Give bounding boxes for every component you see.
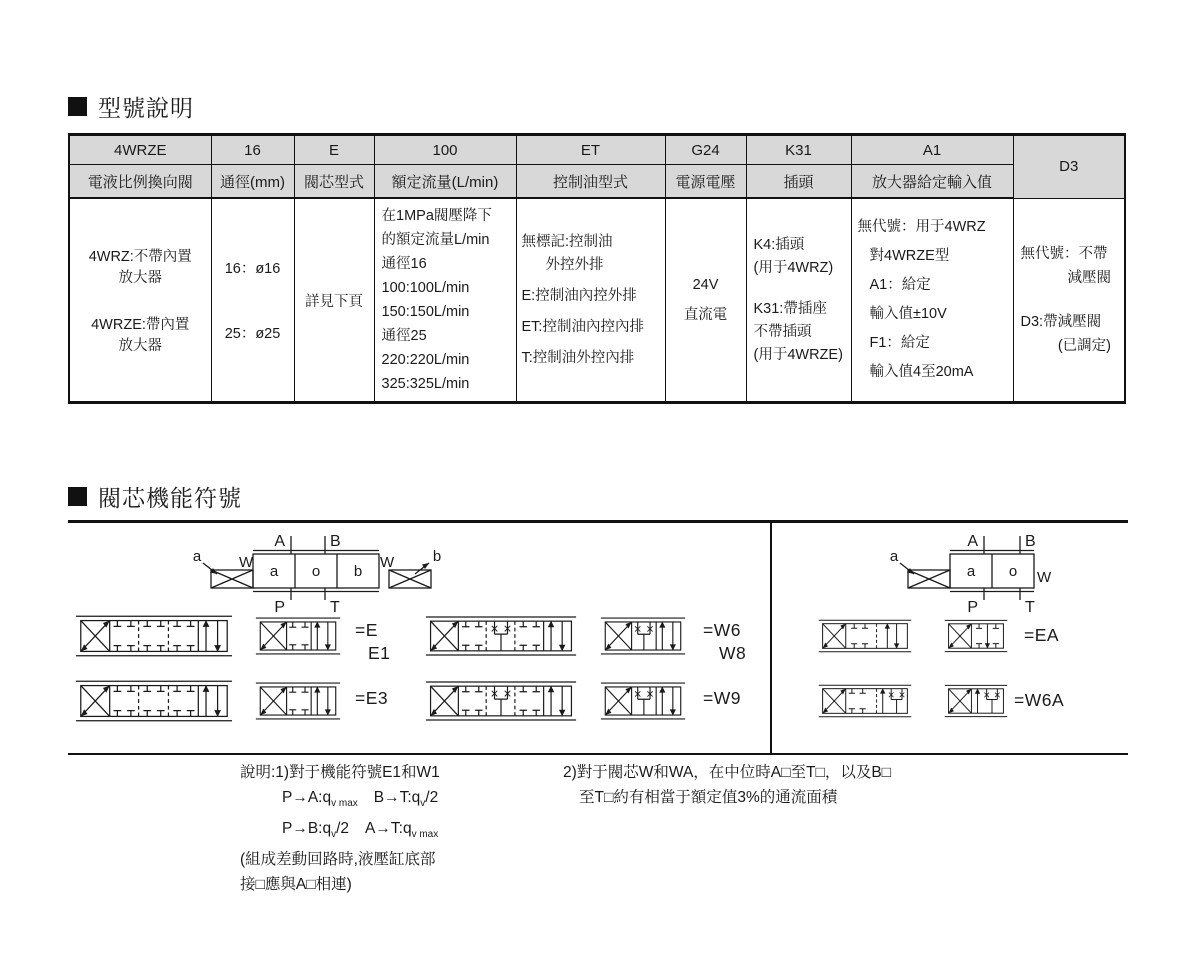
cell-size	[211, 198, 294, 403]
spring-label-right: W	[1037, 569, 1052, 586]
cell-pilot-oil	[516, 198, 665, 403]
port-label-p: P	[274, 599, 285, 614]
text-line: 4WRZE:帶內置	[91, 317, 190, 333]
formula-line-2	[240, 816, 570, 847]
code-cell: K31	[746, 135, 851, 165]
formula-part: A→T:q	[365, 820, 412, 838]
note-right	[563, 760, 1033, 810]
symbol-label-e: =E	[355, 620, 378, 640]
symbol-label-w6: =W6	[703, 620, 741, 640]
formula-part: P→B:q	[282, 820, 332, 838]
spool-symbol-w9-wide	[425, 677, 577, 725]
cell-label-b: b	[353, 563, 363, 580]
model-code-table	[68, 133, 1126, 404]
text-line: 2)對于閥芯W和WA，在中位時A□至T□，以及B□	[563, 764, 892, 781]
text-line: 4WRZ:不帶內置	[88, 249, 192, 265]
port-label-t: T	[330, 599, 340, 614]
text-line: 直流電	[683, 306, 728, 323]
section-marker-icon	[68, 97, 87, 116]
section-marker-icon	[68, 487, 87, 506]
formula-sub: v max	[331, 798, 358, 810]
spool-symbol-ea-narrow	[944, 612, 1008, 660]
section2-title-text: 閥芯機能符號	[98, 485, 242, 511]
text-block	[73, 313, 208, 355]
code-cell: E	[294, 135, 374, 165]
port-label-b-top: B	[330, 533, 341, 550]
symbol-label-w8: W8	[719, 643, 747, 663]
text-line: 通徑25	[381, 328, 427, 344]
code-cell: 4WRZE	[69, 135, 211, 165]
code-cell: A1	[851, 135, 1013, 165]
solenoid-label-a: a	[889, 548, 899, 565]
spool-symbol-e-wide	[75, 612, 233, 660]
spool-symbol-w6-wide	[425, 612, 577, 660]
formula-line-1	[240, 785, 570, 816]
cell-amplifier-input	[851, 198, 1013, 403]
spool-symbol-w9-narrow	[600, 677, 686, 725]
spool-symbol-e3-wide	[75, 677, 233, 725]
section1-title-text: 型號說明	[98, 95, 194, 121]
table-row-labels	[69, 165, 1125, 199]
symbol-label-e1: E1	[368, 643, 391, 663]
cell-valve-type	[69, 198, 211, 403]
text-line: D3:帶減壓閥	[1020, 313, 1102, 330]
text-line: 輸入值±10V	[869, 306, 947, 322]
note-left	[240, 760, 570, 897]
cell-label-a: a	[269, 563, 279, 580]
valve-actuator-diagram-left	[175, 530, 447, 614]
formula-part: /2	[425, 789, 439, 806]
cell-flow	[374, 198, 516, 403]
code-cell: G24	[665, 135, 746, 165]
symbol-label-w6a: =W6A	[1014, 690, 1065, 710]
symbol-label-w9: =W9	[703, 688, 741, 708]
code-cell-d3: D3	[1013, 135, 1125, 199]
spool-symbol-w6a-narrow	[944, 677, 1008, 725]
text-block	[73, 245, 208, 287]
formula-part: P→A:q	[282, 789, 332, 806]
text-line: T:控制油外控內排	[521, 349, 635, 366]
text-line: 100:100L/min	[381, 280, 470, 296]
label-cell: 通徑(mm)	[211, 165, 294, 199]
symbols-bottom-rule	[68, 753, 1128, 755]
text-line: 不帶插頭	[753, 323, 812, 340]
spool-symbol-ea-wide	[818, 612, 912, 660]
valve-actuator-diagram-right	[880, 530, 1105, 614]
port-label-a-top: A	[274, 533, 285, 550]
text-line: A1：給定	[869, 277, 931, 293]
code-cell: 100	[374, 135, 516, 165]
vertical-divider	[770, 523, 772, 753]
text-line: (用于4WRZE)	[753, 346, 843, 363]
text-line: (已調定)	[1057, 337, 1111, 354]
cell-spool-type	[294, 198, 374, 403]
text-line: 減壓閥	[1067, 269, 1111, 286]
text-line: 的額定流量L/min	[381, 232, 490, 248]
text-line: 16：ø16	[224, 261, 281, 277]
text-line: 150:150L/min	[381, 304, 470, 320]
port-label-p: P	[967, 599, 978, 614]
text-line: 詳見下頁	[305, 293, 363, 310]
text-line: (用于4WRZ)	[753, 259, 834, 276]
symbol-label-ea: =EA	[1024, 625, 1060, 645]
text-line: 對4WRZE型	[869, 248, 950, 264]
text-line: 通徑16	[381, 256, 427, 272]
text-line: 至T□約有相當于額定值3%的通流面積	[579, 789, 838, 806]
text-line: F1：給定	[869, 335, 930, 351]
symbol-label-e3: =E3	[355, 688, 389, 708]
text-line: E:控制油內控外排	[521, 287, 637, 304]
text-line: 接□應與A□相連)	[240, 876, 352, 894]
spool-symbol-w6-narrow	[600, 612, 686, 660]
port-label-b-top: B	[1025, 533, 1036, 550]
text-line: 放大器	[118, 270, 162, 286]
label-cell: 閥芯型式	[294, 165, 374, 199]
text-line: 外控外排	[545, 256, 604, 273]
section2-rule	[68, 520, 1128, 523]
solenoid-label-b: b	[432, 548, 442, 565]
text-line: 325:325L/min	[381, 376, 470, 392]
cell-label-a: a	[966, 563, 976, 580]
text-line: 24V	[692, 276, 719, 293]
port-label-a-top: A	[967, 533, 978, 550]
text-line: 說明:1)對于機能符號E1和W1	[240, 764, 440, 781]
text-line: K31:帶插座	[753, 300, 827, 317]
spring-label-left: W	[239, 554, 254, 571]
text-line: 放大器	[118, 338, 162, 354]
label-cell: 電源電壓	[665, 165, 746, 199]
section2-title	[68, 480, 242, 513]
text-line: 25：ø25	[224, 326, 281, 342]
label-cell: 控制油型式	[516, 165, 665, 199]
cell-reducer-valve	[1013, 198, 1125, 403]
cell-label-o: o	[1008, 563, 1018, 580]
label-cell: 插頭	[746, 165, 851, 199]
formula-sub: v	[331, 829, 337, 841]
code-cell: 16	[211, 135, 294, 165]
text-line: 220:220L/min	[381, 352, 470, 368]
formula-part: /2	[336, 820, 350, 838]
text-line: 在1MPa閥壓降下	[381, 208, 492, 224]
spool-symbol-e-narrow	[255, 612, 341, 660]
text-line: 輸入值4至20mA	[869, 364, 974, 380]
spring-label-right: W	[380, 554, 395, 571]
formula-sub: v	[420, 798, 426, 810]
cell-plug	[746, 198, 851, 403]
label-cell: 放大器給定輸入值	[851, 165, 1013, 199]
text-line: (組成差動回路時,液壓缸底部	[240, 851, 436, 869]
table-row-body	[69, 198, 1125, 403]
cell-label-o: o	[311, 563, 321, 580]
text-line: 無代號：用于4WRZ	[857, 219, 986, 235]
solenoid-label-a: a	[192, 548, 202, 565]
text-line: 無代號：不帶	[1020, 245, 1108, 262]
formula-sub: v max	[411, 829, 439, 841]
spool-symbol-e3-narrow	[255, 677, 341, 725]
text-line: K4:插頭	[753, 236, 805, 253]
label-cell: 電液比例換向閥	[69, 165, 211, 199]
formula-part: B→T:q	[373, 789, 421, 806]
section1-title	[68, 90, 194, 123]
text-line: 無標記:控制油	[521, 233, 613, 250]
code-cell: ET	[516, 135, 665, 165]
spool-symbol-w6a-wide	[818, 677, 912, 725]
cell-power	[665, 198, 746, 403]
label-cell: 額定流量(L/min)	[374, 165, 516, 199]
text-line: ET:控制油內控內排	[521, 318, 644, 335]
table-row-codes	[69, 135, 1125, 165]
port-label-t: T	[1025, 599, 1035, 614]
